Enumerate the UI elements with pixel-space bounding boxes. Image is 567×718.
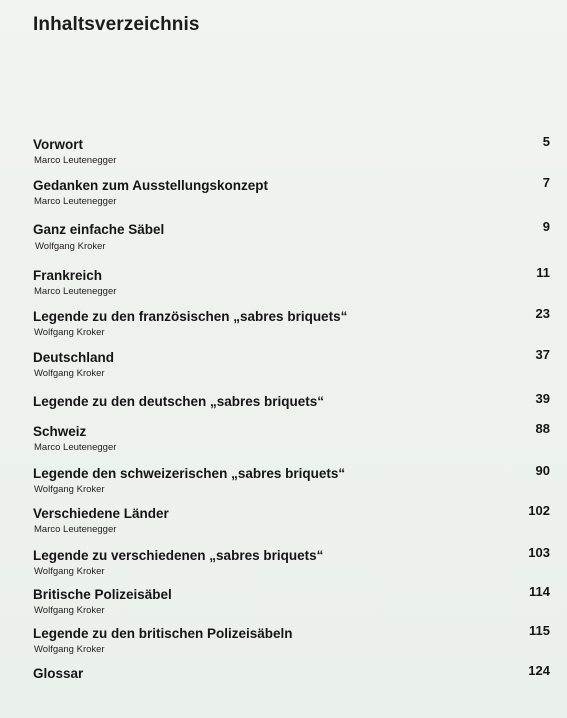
entry-author: Wolfgang Kroker (34, 368, 105, 379)
entry-page: 23 (535, 306, 550, 321)
entry-page: 114 (529, 584, 550, 599)
entry-title: Legende zu den französischen „sabres briquets“ (33, 309, 348, 324)
entry-title: Schweiz (33, 424, 87, 439)
entry-title: Legende zu den britischen Polizeisäbeln (33, 626, 293, 641)
entry-page: 39 (535, 391, 550, 406)
page-title: Inhaltsverzeichnis (33, 14, 200, 35)
entry-page: 124 (528, 663, 550, 678)
entry-page: 102 (528, 503, 550, 518)
entry-author: Wolfgang Kroker (34, 644, 105, 655)
entry-author: Marco Leutenegger (34, 442, 117, 453)
entry-page: 90 (535, 463, 550, 478)
entry-author: Marco Leutenegger (34, 155, 117, 166)
entry-title: Britische Polizeisäbel (33, 587, 172, 602)
entry-title: Vorwort (33, 137, 83, 152)
entry-author: Wolfgang Kroker (34, 605, 105, 616)
entry-author: Wolfgang Kroker (34, 566, 105, 577)
entry-author: Wolfgang Kroker (35, 241, 106, 252)
entry-title: Gedanken zum Ausstellungskonzept (33, 178, 269, 193)
entry-title: Legende zu den deutschen „sabres briquets“ (33, 394, 325, 409)
entry-page: 115 (529, 623, 550, 638)
entry-page: 88 (535, 421, 550, 436)
entry-page: 9 (542, 219, 550, 234)
entry-author: Marco Leutenegger (34, 524, 117, 535)
entry-author: Wolfgang Kroker (34, 327, 105, 338)
entry-page: 37 (535, 347, 550, 362)
entry-page: 11 (536, 265, 550, 280)
entry-author: Marco Leutenegger (34, 196, 117, 207)
entry-author: Wolfgang Kroker (34, 484, 105, 495)
entry-title: Frankreich (33, 268, 103, 283)
entry-page: 103 (528, 545, 550, 560)
entry-title: Legende zu verschiedenen „sabres briquets“ (33, 548, 324, 563)
entry-author: Marco Leutenegger (34, 286, 117, 297)
entry-title: Ganz einfache Säbel (33, 222, 165, 237)
entry-title: Legende den schweizerischen „sabres briquets“ (33, 466, 346, 481)
entry-title: Verschiedene Länder (33, 506, 169, 521)
entry-page: 7 (542, 175, 550, 190)
entry-title: Glossar (33, 666, 84, 681)
entry-page: 5 (542, 134, 550, 149)
entry-title: Deutschland (33, 350, 115, 365)
